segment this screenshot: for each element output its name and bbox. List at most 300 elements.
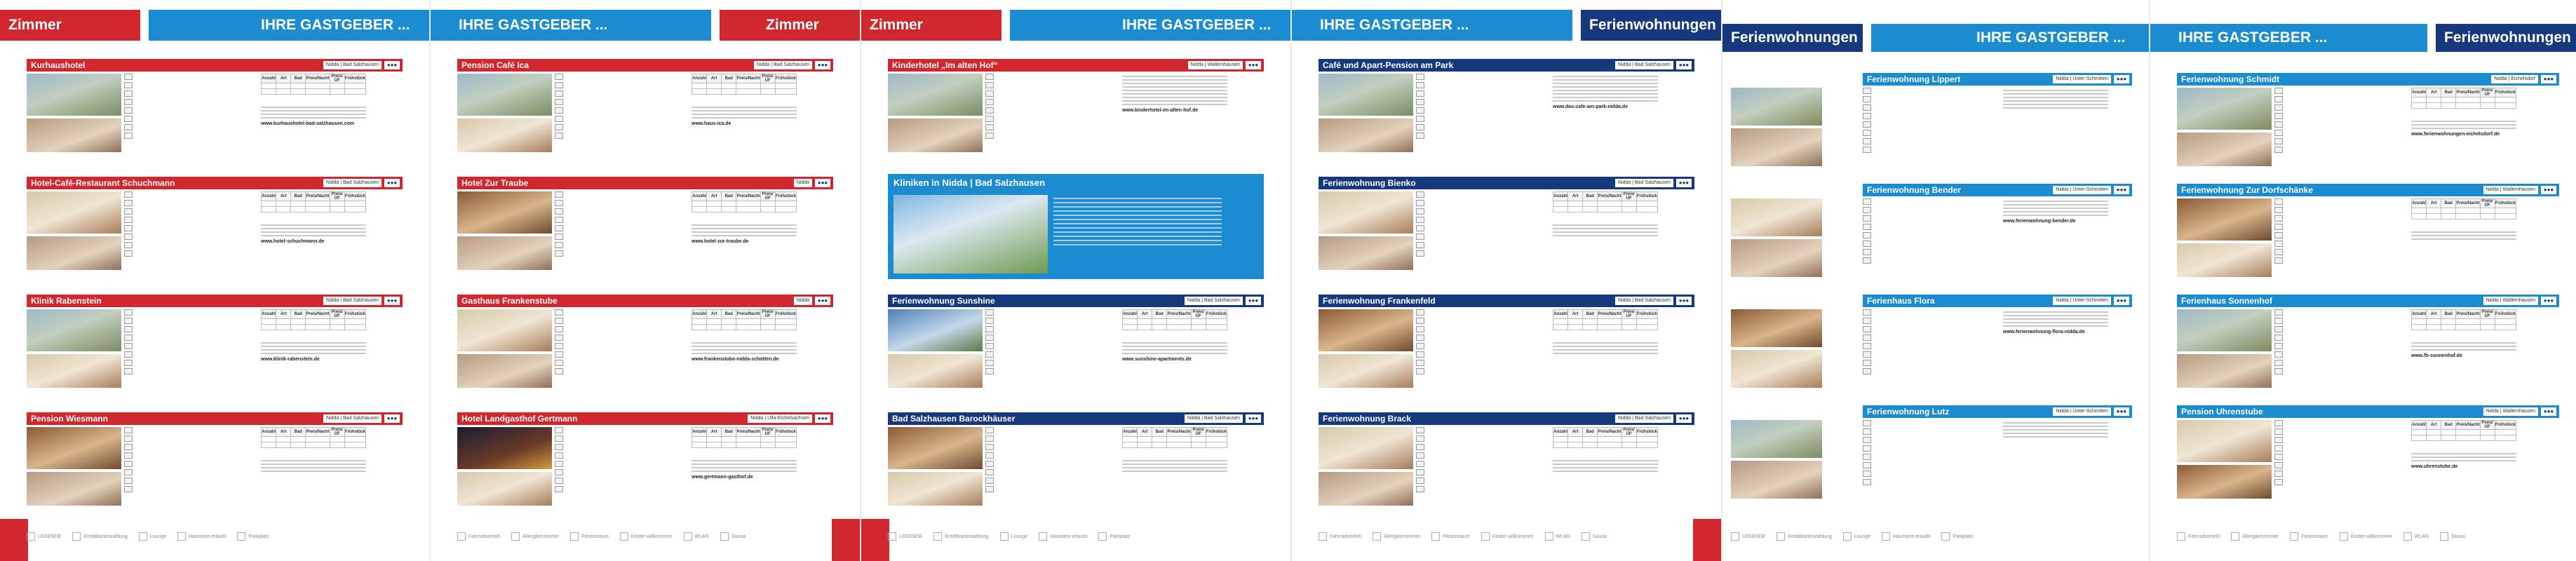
amenity-icons xyxy=(555,427,563,506)
location-label: Nidda | Bad Salzhausen xyxy=(323,61,382,69)
website-link[interactable]: www.ferienwohnung-flora-nidda.de xyxy=(2003,330,2085,334)
legend-item: Lounge xyxy=(1843,527,1870,546)
entry-photo xyxy=(457,191,552,234)
listing-entry xyxy=(457,412,833,522)
website-link[interactable]: www.sunshine-apartments.de xyxy=(1122,357,1192,362)
rating-badge: ●●● xyxy=(815,61,830,69)
entry-photo-secondary xyxy=(27,354,121,388)
price-table: Anzahl Art Bad Preis/Nacht Preis/ÜF Frühstück xyxy=(2411,88,2516,109)
entry-title: Ferienwohnung Brack Nidda | Bad Salzhausen ●●● xyxy=(1319,412,1694,425)
legend-item: Allergikerzimmer xyxy=(2231,527,2279,546)
entry-photo-secondary xyxy=(1731,461,1822,499)
entry-photo-secondary xyxy=(457,236,552,270)
entry-description xyxy=(2286,88,2406,180)
location-label: Nidda | Unter-Schmitten xyxy=(2053,75,2111,83)
entry-description xyxy=(136,427,255,520)
listing-entry xyxy=(2177,184,2559,280)
location-label: Nidda | Bad Salzhausen xyxy=(1615,414,1673,423)
rating-badge: ●●● xyxy=(2114,297,2129,305)
location-label: Nidda | Bad Salzhausen xyxy=(1615,61,1673,69)
price-table: Anzahl Art Bad Preis/Nacht Preis/ÜF Frühstück xyxy=(1553,309,1658,330)
contact-block xyxy=(261,104,366,128)
legend-item: Fahrradverleih xyxy=(457,527,500,546)
entry-description xyxy=(136,74,255,166)
legend-item: WLAN xyxy=(684,527,709,546)
location-label: Nidda xyxy=(794,297,812,305)
amenity-icons xyxy=(124,309,133,388)
rating-badge: ●●● xyxy=(1246,297,1261,305)
entry-photo-secondary xyxy=(1731,350,1822,388)
price-table: Anzahl Art Bad Preis/Nacht Preis/ÜF Frühstück xyxy=(692,427,797,448)
listing-entry xyxy=(457,59,833,169)
amenity-icons xyxy=(1416,427,1424,506)
entry-body xyxy=(1863,198,2132,280)
entry-body xyxy=(27,74,403,169)
contact-block xyxy=(2411,340,2516,360)
legend-item: Lounge xyxy=(1000,527,1027,546)
amenity-icons xyxy=(1416,191,1424,270)
entry-photo xyxy=(2177,88,2272,130)
entry-body xyxy=(1863,88,2132,169)
page-edge-marker xyxy=(861,519,889,561)
rating-badge: ●●● xyxy=(2541,186,2556,194)
entry-photo-secondary xyxy=(2177,465,2272,499)
entry-title: Café und Apart-Pension am Park Nidda | Bad Salzhausen ●●● xyxy=(1319,59,1694,72)
contact-block xyxy=(692,458,797,481)
entry-photo xyxy=(1319,427,1413,469)
legend-footer xyxy=(2177,527,2559,546)
listing-entry xyxy=(457,295,833,405)
location-label: Nidda | Bad Salzhausen xyxy=(323,414,382,423)
listing-entry xyxy=(1319,59,1694,169)
entry-description xyxy=(567,427,686,520)
entry-photo xyxy=(457,309,552,351)
amenity-icons xyxy=(985,427,994,506)
section-tab: Ferienwohnungen xyxy=(1722,24,1863,52)
location-label: Nidda | Bad Salzhausen xyxy=(1185,414,1243,423)
price-table: Anzahl Art Bad Preis/Nacht Preis/ÜF Frühstück xyxy=(261,191,366,212)
entry-photo-secondary xyxy=(2177,243,2272,277)
entry-title: Bad Salzhausen Barockhäuser Nidda | Bad Salzhausen ●●● xyxy=(888,412,1264,425)
entry-body xyxy=(2177,420,2559,501)
amenity-icons xyxy=(2274,198,2283,277)
listing-entry xyxy=(1319,295,1694,405)
price-table: Anzahl Art Bad Preis/Nacht Preis/ÜF Frühstück xyxy=(2411,309,2516,330)
legend-item: Parkplatz xyxy=(237,527,269,546)
entry-photo xyxy=(1319,309,1413,351)
entry-title: Ferienwohnung Lutz Nidda | Unter-Schmitten ●●● xyxy=(1863,405,2132,418)
rating-badge: ●●● xyxy=(815,414,830,423)
entry-photo xyxy=(2177,198,2272,241)
entry-photo xyxy=(2177,420,2272,462)
entry-title: Pension Café Ica Nidda | Bad Salzhausen ●●● xyxy=(457,59,833,72)
entry-photo-secondary xyxy=(1731,239,1822,277)
legend-item: LEGENDE xyxy=(27,527,61,546)
contact-block xyxy=(2003,309,2108,336)
entry-photo-secondary xyxy=(1319,236,1413,270)
website-link[interactable]: www.hotel-zur-traube.de xyxy=(692,239,749,244)
entry-photo-secondary xyxy=(888,472,983,506)
contact-block xyxy=(2411,451,2516,471)
legend-footer xyxy=(457,527,833,546)
entry-photo xyxy=(2177,309,2272,351)
legend-item: LEGENDE xyxy=(888,527,922,546)
entry-description xyxy=(1428,309,1547,402)
legend-item: LEGENDE xyxy=(1731,527,1765,546)
rating-badge: ●●● xyxy=(2541,407,2556,416)
entry-body xyxy=(27,427,403,522)
entry-photo-secondary xyxy=(1319,354,1413,388)
contact-block xyxy=(2411,229,2516,242)
entry-body xyxy=(457,309,833,405)
contact-block xyxy=(1122,340,1227,363)
entry-title: Kurhaushotel Nidda | Bad Salzhausen ●●● xyxy=(27,59,403,72)
legend-item: Kinder willkommen xyxy=(2340,527,2392,546)
legend-item: Allergikerzimmer xyxy=(1373,527,1420,546)
brochure-page-4 xyxy=(1292,0,1721,561)
entry-body xyxy=(2177,88,2559,169)
legend-item: Kreditkartenzahlung xyxy=(933,527,988,546)
entry-photo xyxy=(27,427,121,469)
legend-item: Kreditkartenzahlung xyxy=(1776,527,1831,546)
rating-badge: ●●● xyxy=(384,414,400,423)
entry-description xyxy=(1875,420,1995,513)
listing-entry xyxy=(1319,412,1694,522)
clinic-banner xyxy=(888,174,1264,279)
location-label: Nidda | Bad Salzhausen xyxy=(1615,179,1673,187)
amenity-icons xyxy=(1863,88,1871,166)
location-label: Nidda | Wallernhausen xyxy=(2483,297,2538,305)
location-label: Nidda | Unter-Schmitten xyxy=(2053,186,2111,194)
location-label: Nidda | Wallernhausen xyxy=(1188,61,1243,69)
location-label: Nidda | Unter-Schmitten xyxy=(2053,407,2111,416)
price-table: Anzahl Art Bad Preis/Nacht Preis/ÜF Frühstück xyxy=(261,309,366,330)
contact-block xyxy=(692,222,797,245)
price-table: Anzahl Art Bad Preis/Nacht Preis/ÜF Frühstück xyxy=(1122,309,1227,330)
location-label: Nidda | Ulfa-Eichelsachsen xyxy=(748,414,812,423)
amenity-icons xyxy=(1863,309,1871,388)
legend-item: Fitnessraum xyxy=(1431,527,1470,546)
brochure-page-3 xyxy=(861,0,1290,561)
entry-description xyxy=(1428,191,1547,284)
entry-body xyxy=(1863,309,2132,391)
entry-description xyxy=(2286,198,2406,291)
entry-title: Gasthaus Frankenstube Nidda ●●● xyxy=(457,295,833,307)
legend-item: Sauna xyxy=(720,527,746,546)
entry-photo-secondary xyxy=(457,119,552,152)
entry-photo-secondary xyxy=(888,354,983,388)
legend-footer xyxy=(888,527,1264,546)
header-tab: IHRE GASTGEBER ... xyxy=(1010,10,1290,41)
entry-title: Ferienwohnung Bienko Nidda | Bad Salzhausen ●●● xyxy=(1319,177,1694,189)
price-table: Anzahl Art Bad Preis/Nacht Preis/ÜF Frühstück xyxy=(692,191,797,212)
listing-entry xyxy=(1319,177,1694,287)
entry-title: Ferienhaus Flora Nidda | Unter-Schmitten ●●● xyxy=(1863,295,2132,307)
entry-title: Ferienwohnung Frankenfeld Nidda | Bad Salzhausen ●●● xyxy=(1319,295,1694,307)
legend-footer xyxy=(27,527,403,546)
rating-badge: ●●● xyxy=(2541,297,2556,305)
section-tab: Zimmer xyxy=(0,10,140,41)
legend-footer xyxy=(1319,527,1694,546)
entry-body xyxy=(2177,309,2559,391)
location-label: Nidda | Wallernhausen xyxy=(2483,186,2538,194)
amenity-icons xyxy=(985,74,994,152)
amenity-icons xyxy=(124,74,133,152)
entry-photo xyxy=(888,309,983,351)
price-table: Anzahl Art Bad Preis/Nacht Preis/ÜF Frühstück xyxy=(261,427,366,448)
entry-title: Kinderhotel „Im alten Hof“ Nidda | Wallernhausen ●●● xyxy=(888,59,1264,72)
contact-block xyxy=(261,458,366,474)
listing-entry xyxy=(1863,184,2132,280)
entry-photo xyxy=(27,191,121,234)
listing-entry xyxy=(888,412,1264,522)
amenity-icons xyxy=(1416,309,1424,388)
entry-description xyxy=(1875,309,1995,402)
contact-block xyxy=(1553,340,1658,356)
listing-entry xyxy=(1863,73,2132,169)
entry-photo-secondary xyxy=(1319,472,1413,506)
contact-block xyxy=(2003,198,2108,225)
amenity-icons xyxy=(555,309,563,388)
rating-badge: ●●● xyxy=(1676,414,1692,423)
entry-photo-secondary xyxy=(27,472,121,506)
contact-block xyxy=(2003,88,2108,111)
banner-photo xyxy=(893,195,1048,273)
contact-block xyxy=(1553,74,1658,111)
entry-title: Hotel Zur Traube Nidda ●●● xyxy=(457,177,833,189)
website-link[interactable]: www.ferienwohnung-bender.de xyxy=(2003,219,2076,224)
amenity-icons xyxy=(1863,420,1871,499)
legend-item: Kinder willkommen xyxy=(620,527,673,546)
entry-title: Ferienhaus Sonnenhof Nidda | Wallernhausen ●●● xyxy=(2177,295,2559,307)
price-table: Anzahl Art Bad Preis/Nacht Preis/ÜF Frühstück xyxy=(1553,191,1658,212)
legend-item: Haustiere erlaubt xyxy=(1039,527,1087,546)
location-label: Nidda | Bad Salzhausen xyxy=(754,61,812,69)
page-edge-marker xyxy=(1693,519,1721,561)
header-tab: IHRE GASTGEBER ... xyxy=(431,10,711,41)
legend-item: WLAN xyxy=(1545,527,1570,546)
entry-photo xyxy=(888,427,983,469)
entry-body xyxy=(457,427,833,522)
listing-entry xyxy=(27,412,403,522)
entry-body xyxy=(1319,427,1694,522)
price-table: Anzahl Art Bad Preis/Nacht Preis/ÜF Frühstück xyxy=(1122,427,1227,448)
location-label: Nidda | Unter-Schmitten xyxy=(2053,297,2111,305)
entry-body xyxy=(1319,191,1694,287)
rating-badge: ●●● xyxy=(1676,297,1692,305)
contact-block xyxy=(1553,222,1658,238)
entry-body xyxy=(457,74,833,169)
amenity-icons xyxy=(124,427,133,506)
website-link[interactable]: www.ferienwohnungen-eichelsdorf.de xyxy=(2411,132,2500,137)
header-tab: IHRE GASTGEBER ... xyxy=(1292,10,1572,41)
brochure-page-2 xyxy=(431,0,860,561)
rating-badge: ●●● xyxy=(815,179,830,187)
entry-photo xyxy=(1319,74,1413,116)
entry-photo-secondary xyxy=(27,236,121,270)
legend-item: Haustiere erlaubt xyxy=(177,527,226,546)
listing-entry xyxy=(888,59,1264,169)
entry-photo-secondary xyxy=(457,354,552,388)
entry-description xyxy=(1875,88,1995,180)
legend-item: Lounge xyxy=(139,527,166,546)
rating-badge: ●●● xyxy=(2114,407,2129,416)
listing-entry xyxy=(27,295,403,405)
entry-title: Pension Uhrenstube Nidda | Wallernhausen ●●● xyxy=(2177,405,2559,418)
page-edge-marker xyxy=(832,519,860,561)
legend-item: Fahrradverleih xyxy=(1319,527,1361,546)
price-table: Anzahl Art Bad Preis/Nacht Preis/ÜF Frühstück xyxy=(692,74,797,95)
contact-block xyxy=(2003,420,2108,440)
website-link[interactable]: www.gertmann-gasthof.de xyxy=(692,475,753,480)
entry-photo xyxy=(1731,198,1822,236)
rating-badge: ●●● xyxy=(1676,61,1692,69)
entry-body xyxy=(2177,198,2559,280)
contact-block xyxy=(2411,119,2516,138)
entry-title: Ferienwohnung Sunshine Nidda | Bad Salzhausen ●●● xyxy=(888,295,1264,307)
amenity-icons xyxy=(555,74,563,152)
entry-photo xyxy=(1731,420,1822,458)
listing-entry xyxy=(27,59,403,169)
entry-photo-secondary xyxy=(2177,354,2272,388)
entry-description xyxy=(997,427,1117,520)
entry-description xyxy=(997,309,1117,402)
location-label: Nidda | Eichelsdorf xyxy=(2491,75,2538,83)
entry-body xyxy=(1319,74,1694,169)
listing-entry xyxy=(2177,405,2559,501)
legend-item: WLAN xyxy=(2403,527,2429,546)
entry-photo xyxy=(1731,88,1822,126)
website-link[interactable]: www.uhrenstube.de xyxy=(2411,464,2458,469)
entry-body xyxy=(888,427,1264,522)
listing-entry xyxy=(1863,405,2132,501)
listing-entry xyxy=(2177,295,2559,391)
entry-photo xyxy=(27,74,121,116)
entry-description xyxy=(2286,309,2406,402)
entry-description xyxy=(1875,198,1995,291)
legend-item: Fitnessraum xyxy=(2290,527,2328,546)
price-table: Anzahl Art Bad Preis/Nacht Preis/ÜF Frühstück xyxy=(2411,420,2516,441)
contact-block xyxy=(261,222,366,245)
website-link[interactable]: www.haus-ica.de xyxy=(692,121,731,126)
page-edge-marker xyxy=(0,519,28,561)
entry-photo xyxy=(457,427,552,469)
listing-entry xyxy=(2177,73,2559,169)
contact-block xyxy=(692,104,797,128)
price-table: Anzahl Art Bad Preis/Nacht Preis/ÜF Frühstück xyxy=(2411,198,2516,219)
entry-title: Ferienwohnung Schmidt Nidda | Eichelsdorf ●●● xyxy=(2177,73,2559,86)
entry-description xyxy=(1428,74,1547,166)
legend-footer xyxy=(1731,527,2132,546)
header-tab: IHRE GASTGEBER ... xyxy=(2150,24,2427,52)
website-link[interactable]: www.kurhaushotel-bad-salzhausen.com xyxy=(261,121,355,126)
amenity-icons xyxy=(2274,88,2283,166)
location-label: Nidda | Bad Salzhausen xyxy=(323,179,382,187)
entry-description xyxy=(136,309,255,402)
location-label: Nidda | Wallernhausen xyxy=(2483,407,2538,416)
price-table: Anzahl Art Bad Preis/Nacht Preis/ÜF Frühstück xyxy=(261,74,366,95)
rating-badge: ●●● xyxy=(815,297,830,305)
entry-description xyxy=(997,74,1117,166)
rating-badge: ●●● xyxy=(1676,179,1692,187)
entry-description xyxy=(1428,427,1547,520)
entry-title: Ferienwohnung Lippert Nidda | Unter-Schmitten ●●● xyxy=(1863,73,2132,86)
entry-title: Pension Wiesmann Nidda | Bad Salzhausen ●●● xyxy=(27,412,403,425)
website-link[interactable]: www.hotel-schuchmann.de xyxy=(261,239,325,244)
listing-entry xyxy=(1863,295,2132,391)
contact-block xyxy=(1122,74,1227,114)
rating-badge: ●●● xyxy=(384,61,400,69)
rating-badge: ●●● xyxy=(1246,414,1261,423)
entries-column xyxy=(888,0,1264,561)
entry-title: Hotel Landgasthof Gertmann Nidda | Ulfa-Eichelsachsen ●●● xyxy=(457,412,833,425)
legend-item: Sauna xyxy=(2440,527,2465,546)
entry-photo-secondary xyxy=(457,472,552,506)
entry-description xyxy=(567,309,686,402)
entry-photo xyxy=(1319,191,1413,234)
website-link[interactable]: www.klinik-rabenstein.de xyxy=(261,357,320,362)
website-link[interactable]: www.kinderhotel-im-alten-hof.de xyxy=(1122,108,1199,113)
brochure-page-1 xyxy=(0,0,429,561)
rating-badge: ●●● xyxy=(2114,186,2129,194)
amenity-icons xyxy=(2274,420,2283,499)
entry-title: Klinik Rabenstein Nidda | Bad Salzhausen ●●● xyxy=(27,295,403,307)
entry-body xyxy=(1863,420,2132,501)
brochure-page-6 xyxy=(2150,0,2576,561)
entry-description xyxy=(567,74,686,166)
legend-item: Kreditkartenzahlung xyxy=(72,527,127,546)
entry-photo-secondary xyxy=(27,119,121,152)
entries-column xyxy=(2177,0,2559,561)
section-tab: Ferienwohnungen xyxy=(2436,24,2576,52)
entries-column xyxy=(27,0,403,561)
banner-title: Kliniken in Nidda | Bad Salzhausen xyxy=(893,177,1046,188)
section-tab: Ferienwohnungen xyxy=(1581,10,1721,41)
entry-body xyxy=(27,191,403,287)
rating-badge: ●●● xyxy=(384,297,400,305)
contact-block xyxy=(692,340,797,363)
entries-column xyxy=(457,0,833,561)
entry-photo xyxy=(1731,309,1822,347)
website-link[interactable]: www.das-cafe-am-park-nidda.de xyxy=(1553,104,1628,109)
website-link[interactable]: www.frankenstube-nidda-schotten.de xyxy=(692,357,779,362)
header-tab: IHRE GASTGEBER ... xyxy=(1871,24,2149,52)
entry-body xyxy=(457,191,833,287)
amenity-icons xyxy=(124,191,133,270)
entry-photo-secondary xyxy=(888,119,983,152)
contact-block xyxy=(261,340,366,363)
entry-title: Hotel-Café-Restaurant Schuchmann Nidda | Bad Salzhausen ●●● xyxy=(27,177,403,189)
section-tab: Zimmer xyxy=(861,10,1002,41)
amenity-icons xyxy=(2274,309,2283,388)
entry-body xyxy=(1319,309,1694,405)
header-tab: IHRE GASTGEBER ... xyxy=(149,10,429,41)
legend-item: Fitnessraum xyxy=(570,527,609,546)
contact-block xyxy=(1122,458,1227,474)
website-link[interactable]: www.fh-sonnenhof.de xyxy=(2411,353,2462,358)
contact-block xyxy=(1553,458,1658,474)
amenity-icons xyxy=(985,309,994,388)
entry-description xyxy=(2286,420,2406,513)
entry-title: Ferienwohnung Zur Dorfschänke Nidda | Wallernhausen ●●● xyxy=(2177,184,2559,196)
rating-badge: ●●● xyxy=(2541,75,2556,83)
brochure-page-5 xyxy=(1722,0,2149,561)
legend-item: Kinder willkommen xyxy=(1481,527,1534,546)
entry-photo-secondary xyxy=(2177,133,2272,166)
rating-badge: ●●● xyxy=(384,179,400,187)
location-label: Nidda | Bad Salzhausen xyxy=(1185,297,1243,305)
rating-badge: ●●● xyxy=(2114,75,2129,83)
